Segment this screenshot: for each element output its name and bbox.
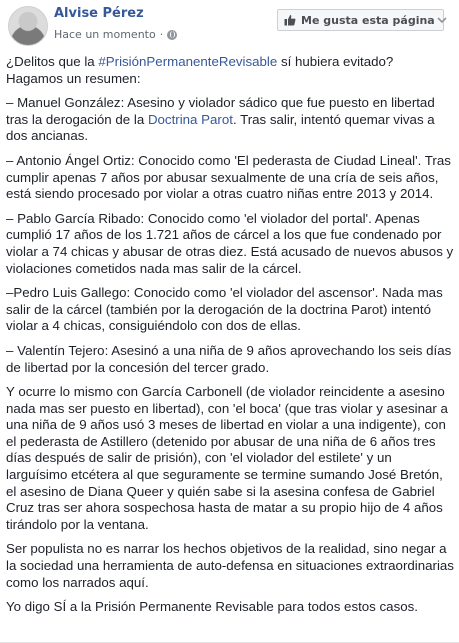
like-page-label: Me gusta esta página (301, 13, 435, 27)
post-body (6, 54, 454, 624)
paragraph-1-end: . Tras salir, intentó quemar vivas a dos ancianas. (6, 111, 435, 144)
paragraph-3: – Pablo García Ribado: Conocido como 'el violador del portal'. Apenas cumplió 17 años de los 1.721 años de cárcel a los que fue condenado por violar a 74 chicas y abusar de otras diez. Está acusado de nuevos abusos y violaciones cometidos nada mas salir de la cárcel. (6, 210, 454, 276)
intro-text-end: sí hubiera evitado? (277, 54, 394, 69)
post-header (0, 0, 459, 52)
globe-icon[interactable] (167, 30, 177, 40)
post-options-button[interactable] (434, 9, 450, 31)
thumbs-up-icon (284, 14, 296, 26)
doctrina-parot-link[interactable]: Doctrina Parot (147, 111, 233, 127)
post-meta (54, 28, 177, 41)
avatar[interactable] (8, 6, 48, 46)
paragraph-5: – Valentín Tejero: Asesinó a una niña de 9 años aprovechando los seis días de libertad por la concesión del tercer grado. (6, 342, 452, 375)
paragraph-2: – Antonio Ángel Ortiz: Conocido como 'El pederasta de Ciudad Lineal'. Tras cumplir apenas 7 años por abusar sexualmente de una cría de seis años, está siendo procesado por violar a otras cuatro niñas entre 2013 y 2014. (6, 152, 451, 202)
intro-line-2: Hagamos un resumen: (6, 70, 141, 86)
post-time[interactable]: Hace un momento (54, 28, 156, 41)
author-name[interactable]: Alvise Pérez (54, 6, 144, 21)
meta-separator: · (159, 28, 164, 41)
paragraph-7: Ser populista no es narrar los hechos objetivos de la realidad, sino negar a la sociedad una herramienta de auto-defensa en situaciones extraordinarias como los narrados aquí. (6, 541, 454, 590)
post-intro (6, 54, 454, 87)
paragraph-4: –Pedro Luis Gallego: Conocido como 'el violador del ascensor'. Nada mas salir de la cárcel (también por la derogación de la doctrina Parot) intentó violar a 4 chicas, consiguiéndolo con dos de ellas. (6, 285, 443, 334)
paragraph-1 (6, 95, 454, 145)
like-page-button[interactable] (277, 9, 444, 31)
paragraph-1-text: – Manuel González: Asesino y violador sádico que fue puesto en libertad tras la derogación de la (6, 95, 435, 127)
chevron-down-icon (437, 17, 447, 23)
hashtag-link[interactable]: #PrisiónPermanenteRevisable (98, 54, 278, 69)
intro-text: ¿Delitos que la (6, 54, 99, 69)
paragraph-6: Y ocurre lo mismo con García Carbonell (de violador reincidente a asesino nada mas ser puesto en libertad), con 'el boca' (que tras violar y asesinar a una niña de 9 años usó 3 meses de libertad en violar a una indigente), con el pederasta de Astillero (detenido por abusar de una niña de 6 años tres días después de salir de prisión), con 'el violador del estilete' y un larguísimo etcétera al que seguramente se termine sumando José Bretón, el asesino de Diana Queer y quién sabe si la asesina confesa de Gabriel Cruz tras ser ahora sospechosa hasta de matar a su propio hijo de 4 años tirándolo por la ventana. (6, 384, 448, 532)
paragraph-8: Yo digo SÍ a la Prisión Permanente Revisable para todos estos casos. (6, 599, 418, 615)
